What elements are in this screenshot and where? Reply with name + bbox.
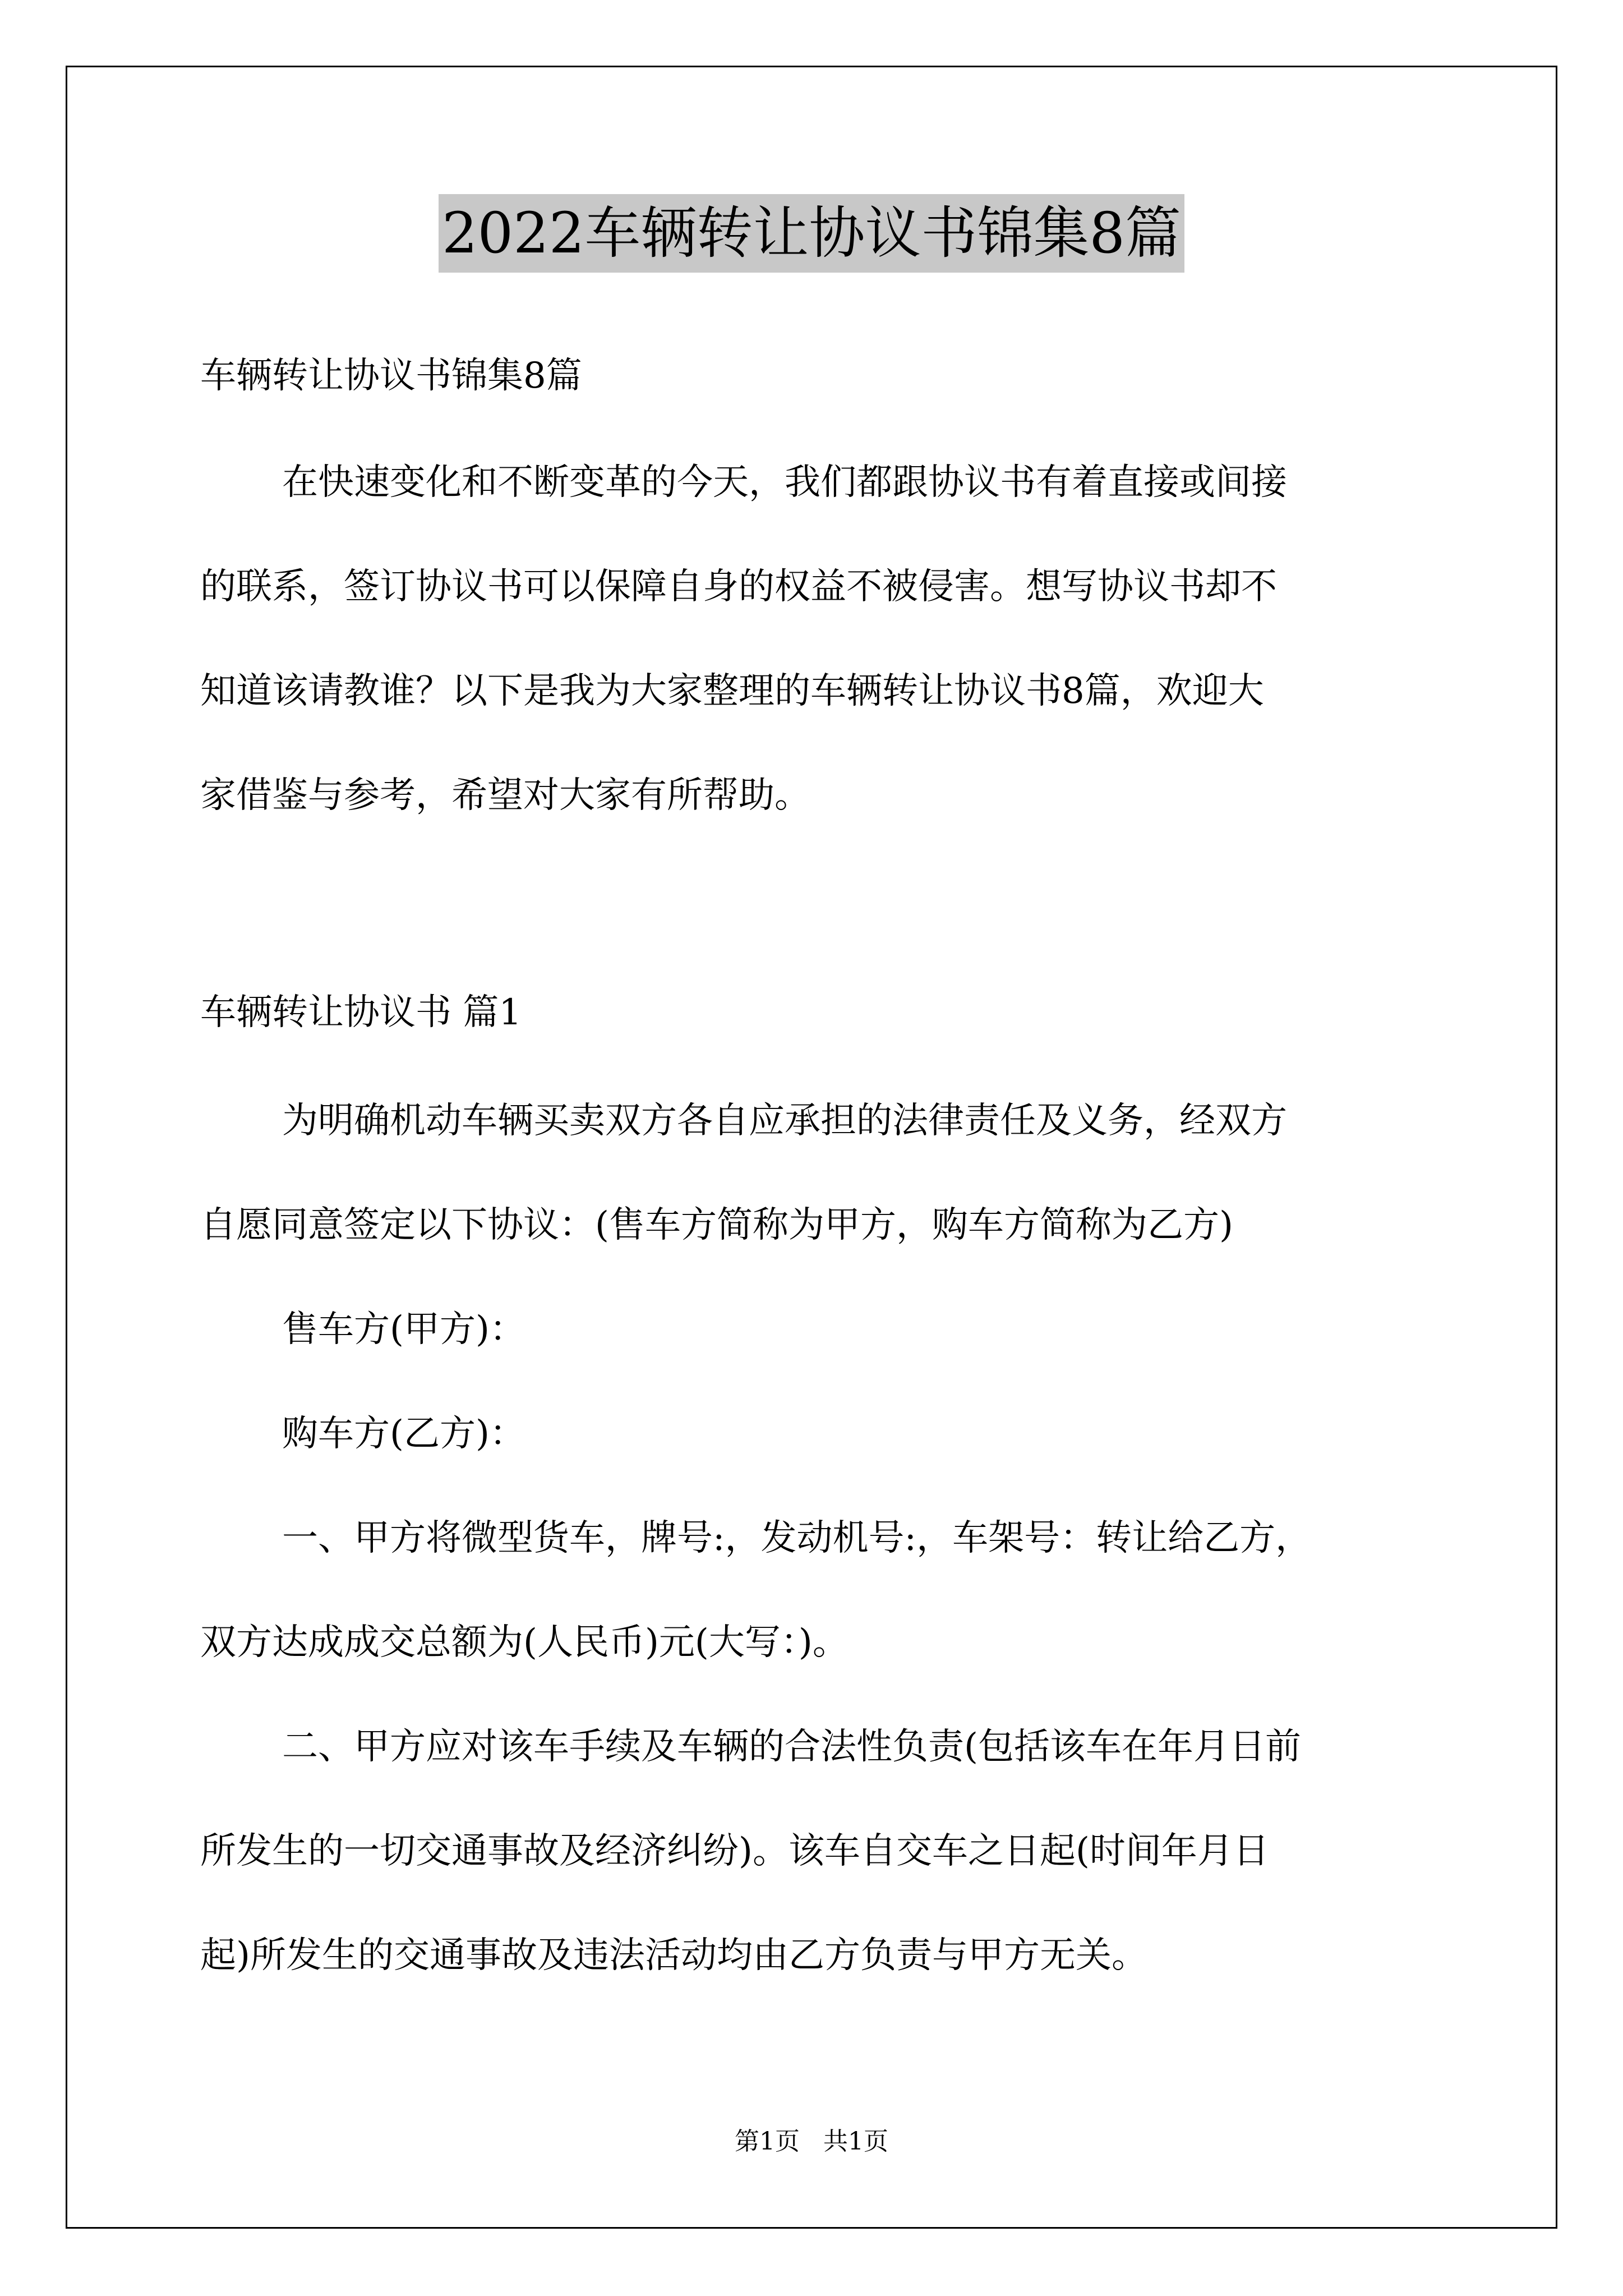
- body-line: 一、甲方将微型货车，牌号:，发动机号:，车架号：转让给乙方，: [282, 1517, 1312, 1559]
- body-line: 自愿同意签定以下协议：(售车方简称为甲方，购车方简称为乙方): [200, 1204, 1233, 1246]
- body-line: 二、甲方应对该车手续及车辆的合法性负责(包括该车在年月日前: [282, 1726, 1301, 1768]
- document-subtitle: 车辆转让协议书锦集8篇: [200, 355, 582, 397]
- body-line: 所发生的一切交通事故及经济纠纷)。该车自交车之日起(时间年月日: [200, 1830, 1269, 1872]
- document-title: 2022车辆转让协议书锦集8篇: [439, 194, 1184, 273]
- intro-line: 家借鉴与参考，希望对大家有所帮助。: [200, 775, 810, 816]
- body-line: 为明确机动车辆买卖双方各自应承担的法律责任及义务，经双方: [282, 1100, 1287, 1142]
- body-line: 起)所发生的交通事故及违法活动均由乙方负责与甲方无关。: [200, 1935, 1147, 1976]
- body-line: 购车方(乙方)：: [282, 1413, 525, 1455]
- page-footer: 第1页 共1页: [735, 2127, 888, 2156]
- section-heading: 车辆转让协议书 篇1: [200, 992, 522, 1033]
- intro-line: 在快速变化和不断变革的今天，我们都跟协议书有着直接或间接: [282, 462, 1287, 503]
- body-line: 双方达成成交总额为(人民币)元(大写：)。: [200, 1622, 849, 1663]
- body-line: 售车方(甲方)：: [282, 1309, 525, 1350]
- intro-line: 的联系，签订协议书可以保障自身的权益不被侵害。想写协议书却不: [200, 566, 1277, 608]
- intro-line: 知道该请教谁？以下是我为大家整理的车辆转让协议书8篇，欢迎大: [200, 670, 1264, 712]
- title-container: [0, 194, 1623, 273]
